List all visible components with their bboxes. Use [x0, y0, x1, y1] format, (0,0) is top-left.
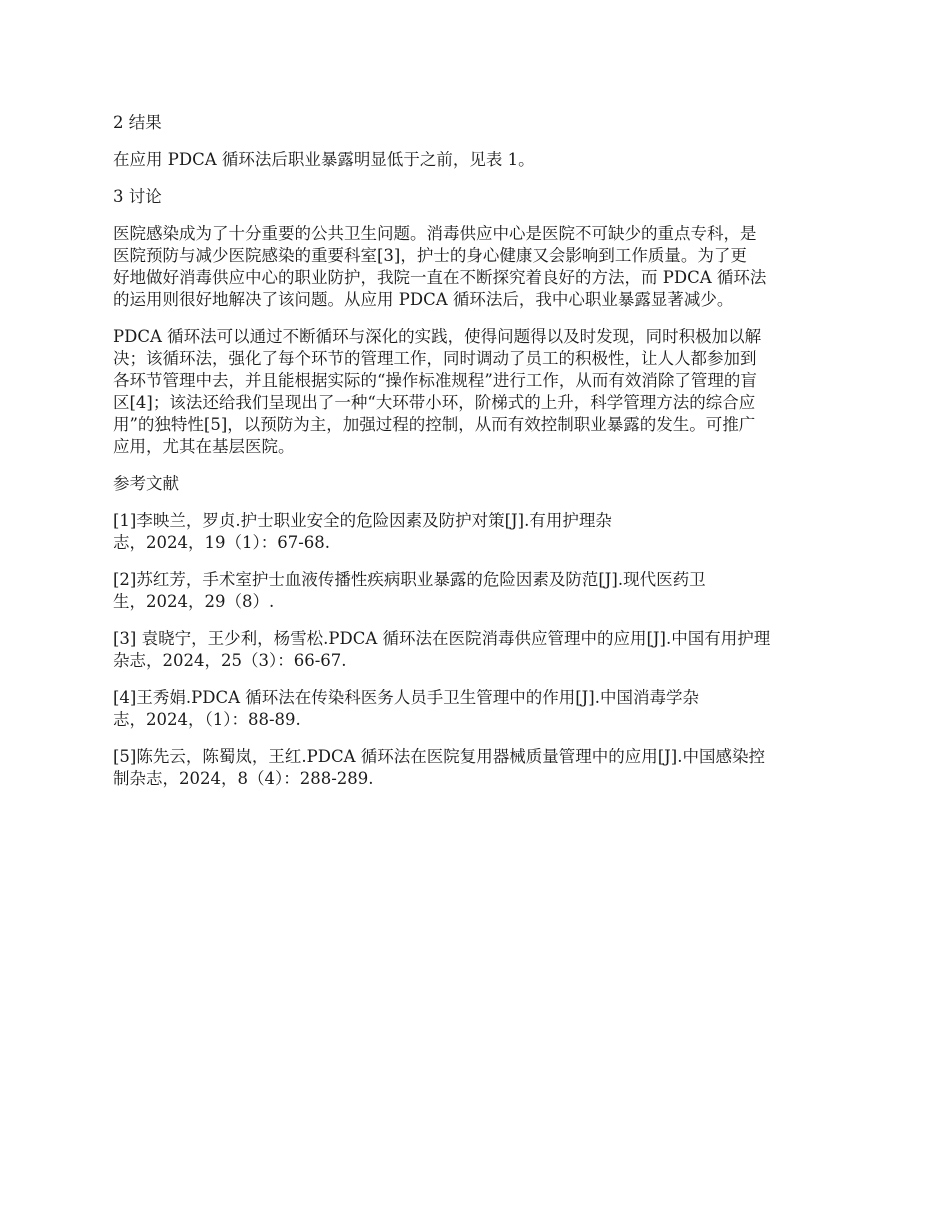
text-line: PDCA 循环法可以通过不断循环与深化的实践，使得问题得以及时发现，同时积极加以解 — [113, 327, 762, 346]
text-line: 好地做好消毒供应中心的职业防护，我院一直在不断探究着良好的方法，而 PDCA 循环法 — [113, 268, 767, 287]
text-line: 志，2024，19（1）：67-68. — [113, 533, 331, 552]
discussion-paragraph-1 — [113, 223, 840, 311]
discussion-paragraph-2 — [113, 326, 840, 458]
text-line: [3] 袁晓宁，王少利，杨雪松.PDCA 循环法在医院消毒供应管理中的应用[J].中国有用护理 — [113, 629, 771, 648]
reference-item-3 — [113, 628, 840, 672]
discussion-heading: 3 讨论 — [113, 187, 162, 206]
text-line: 医院感染成为了十分重要的公共卫生问题。消毒供应中心是医院不可缺少的重点专科，是 — [113, 224, 757, 243]
text-line: 杂志，2024，25（3）：66-67. — [113, 651, 347, 670]
text-line: 决；该循环法，强化了每个环节的管理工作，同时调动了员工的积极性，让人人都参加到 — [113, 349, 757, 368]
text-line: 志，2024，（1）：88-89. — [113, 710, 301, 729]
text-line: 应用，尤其在基层医院。 — [113, 437, 295, 456]
text-line: 生，2024，29（8）. — [113, 592, 275, 611]
reference-item-2 — [113, 569, 840, 613]
results-heading: 2 结果 — [113, 113, 162, 132]
text-line: [5]陈先云，陈蜀岚，王红.PDCA 循环法在医院复用器械质量管理中的应用[J].中国感染控 — [113, 747, 765, 766]
text-line: [2]苏红芳，手术室护士血液传播性疾病职业暴露的危险因素及防范[J].现代医药卫 — [113, 570, 706, 589]
results-paragraph: 在应用 PDCA 循环法后职业暴露明显低于之前，见表 1。 — [113, 150, 535, 169]
text-line: 各环节管理中去，并且能根据实际的“操作标准规程”进行工作，从而有效消除了管理的盲 — [113, 371, 757, 390]
references-heading: 参考文献 — [113, 474, 179, 493]
text-line: 用”的独特性[5]，以预防为主，加强过程的控制，从而有效控制职业暴露的发生。可推广 — [113, 415, 756, 434]
text-line: 医院预防与减少医院感染的重要科室[3]，护士的身心健康又会影响到工作质量。为了更 — [113, 246, 747, 265]
text-line: 区[4]；该法还给我们呈现出了一种“大环带小环，阶梯式的上升，科学管理方法的综合应 — [113, 393, 756, 412]
reference-item-1 — [113, 510, 840, 554]
text-line: 制杂志，2024，8（4）：288-289. — [113, 769, 374, 788]
text-line: [4]王秀娟.PDCA 循环法在传染科医务人员手卫生管理中的作用[J].中国消毒学杂 — [113, 688, 699, 707]
reference-item-5 — [113, 746, 840, 790]
text-line: [1]李映兰，罗贞.护士职业安全的危险因素及防护对策[J].有用护理杂 — [113, 511, 612, 530]
text-line: 的运用则很好地解决了该问题。从应用 PDCA 循环法后，我中心职业暴露显著减少。 — [113, 290, 734, 309]
reference-item-4 — [113, 687, 840, 731]
